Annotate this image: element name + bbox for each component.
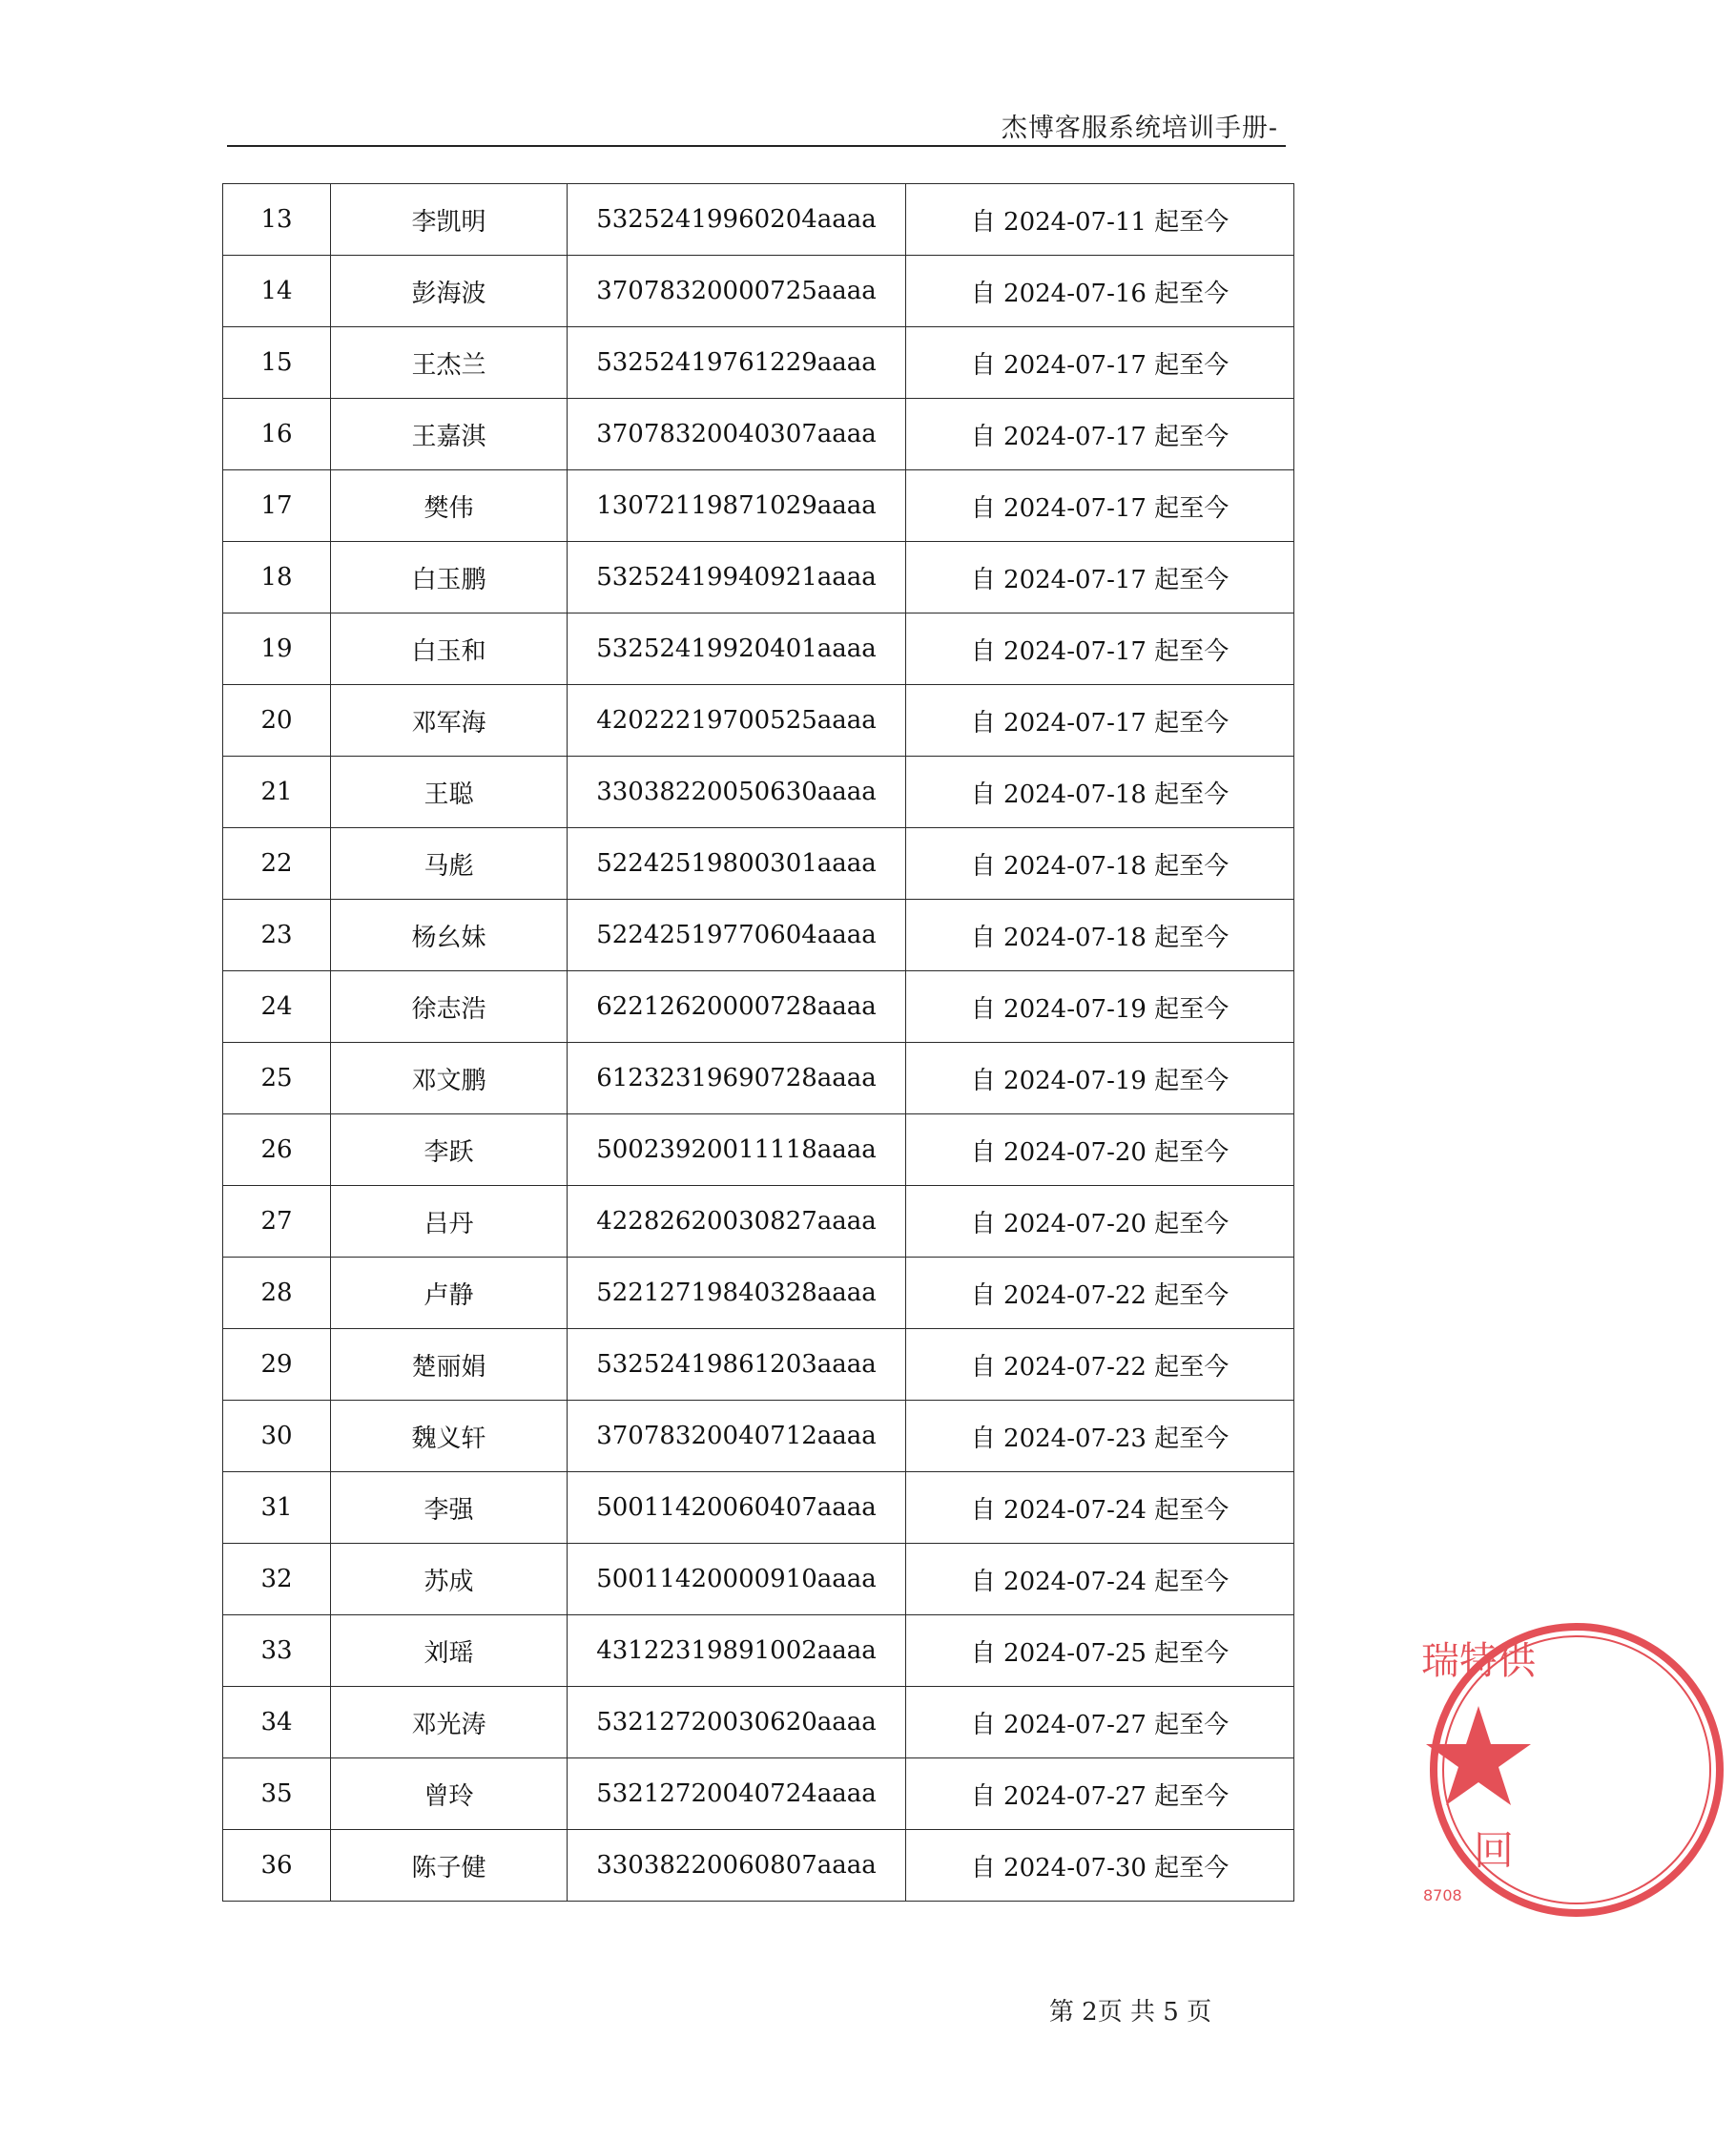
cell-name: 吕丹 [331, 1186, 568, 1258]
cell-start-date: 自 2024-07-19 起至今 [906, 1043, 1294, 1114]
cell-id-number: 53212720030620aaaa [568, 1687, 906, 1758]
cell-name: 杨幺妹 [331, 900, 568, 971]
cell-name: 邓光涛 [331, 1687, 568, 1758]
cell-id-number: 37078320000725aaaa [568, 256, 906, 327]
cell-id-number: 50011420060407aaaa [568, 1472, 906, 1544]
cell-start-date: 自 2024-07-30 起至今 [906, 1830, 1294, 1902]
cell-name: 楚丽娟 [331, 1329, 568, 1401]
seal-text-bottom: 回 [1474, 1827, 1515, 1874]
table-row [223, 757, 1294, 828]
cell-number: 36 [223, 1830, 331, 1902]
cell-name: 李强 [331, 1472, 568, 1544]
cell-number: 21 [223, 757, 331, 828]
table-row [223, 399, 1294, 470]
seal-code: 8708 [1423, 1886, 1462, 1904]
cell-id-number: 50011420000910aaaa [568, 1544, 906, 1615]
cell-start-date: 自 2024-07-17 起至今 [906, 470, 1294, 542]
cell-name: 曾玲 [331, 1758, 568, 1830]
table-row [223, 613, 1294, 685]
cell-start-date: 自 2024-07-24 起至今 [906, 1544, 1294, 1615]
cell-number: 26 [223, 1114, 331, 1186]
cell-start-date: 自 2024-07-20 起至今 [906, 1114, 1294, 1186]
seal-text-top: 瑞特供 [1421, 1639, 1536, 1683]
cell-name: 王杰兰 [331, 327, 568, 399]
cell-id-number: 53212720040724aaaa [568, 1758, 906, 1830]
cell-number: 29 [223, 1329, 331, 1401]
table-row [223, 685, 1294, 757]
table-row [223, 542, 1294, 613]
cell-id-number: 52212719840328aaaa [568, 1258, 906, 1329]
cell-start-date: 自 2024-07-18 起至今 [906, 900, 1294, 971]
header-divider [227, 145, 1286, 147]
header-title: 杰博客服系统培训手册- [1001, 114, 1278, 143]
cell-number: 25 [223, 1043, 331, 1114]
cell-start-date: 自 2024-07-11 起至今 [906, 184, 1294, 256]
cell-id-number: 53252419960204aaaa [568, 184, 906, 256]
cell-start-date: 自 2024-07-23 起至今 [906, 1401, 1294, 1472]
cell-number: 27 [223, 1186, 331, 1258]
table-row [223, 1544, 1294, 1615]
table-row [223, 1114, 1294, 1186]
cell-id-number: 53252419761229aaaa [568, 327, 906, 399]
cell-name: 徐志浩 [331, 971, 568, 1043]
cell-id-number: 52242519770604aaaa [568, 900, 906, 971]
cell-id-number: 53252419861203aaaa [568, 1329, 906, 1401]
cell-number: 28 [223, 1258, 331, 1329]
table-row [223, 1401, 1294, 1472]
cell-id-number: 42022219700525aaaa [568, 685, 906, 757]
cell-id-number: 61232319690728aaaa [568, 1043, 906, 1114]
cell-number: 35 [223, 1758, 331, 1830]
cell-name: 彭海波 [331, 256, 568, 327]
table-row [223, 900, 1294, 971]
cell-number: 24 [223, 971, 331, 1043]
table-row [223, 1258, 1294, 1329]
cell-start-date: 自 2024-07-22 起至今 [906, 1329, 1294, 1401]
table-row [223, 971, 1294, 1043]
cell-start-date: 自 2024-07-17 起至今 [906, 399, 1294, 470]
cell-name: 樊伟 [331, 470, 568, 542]
cell-number: 34 [223, 1687, 331, 1758]
cell-id-number: 37078320040307aaaa [568, 399, 906, 470]
table-row [223, 1830, 1294, 1902]
cell-name: 苏成 [331, 1544, 568, 1615]
cell-start-date: 自 2024-07-18 起至今 [906, 828, 1294, 900]
table-row [223, 1043, 1294, 1114]
table-row [223, 184, 1294, 256]
cell-id-number: 62212620000728aaaa [568, 971, 906, 1043]
cell-number: 23 [223, 900, 331, 971]
cell-name: 王嘉淇 [331, 399, 568, 470]
cell-start-date: 自 2024-07-17 起至今 [906, 685, 1294, 757]
cell-name: 邓军海 [331, 685, 568, 757]
cell-start-date: 自 2024-07-18 起至今 [906, 757, 1294, 828]
roster-table-body [223, 184, 1294, 1902]
table-row [223, 1186, 1294, 1258]
cell-id-number: 53252419940921aaaa [568, 542, 906, 613]
cell-name: 刘瑶 [331, 1615, 568, 1687]
cell-start-date: 自 2024-07-24 起至今 [906, 1472, 1294, 1544]
table-row [223, 1615, 1294, 1687]
cell-name: 白玉和 [331, 613, 568, 685]
cell-number: 32 [223, 1544, 331, 1615]
cell-number: 18 [223, 542, 331, 613]
cell-id-number: 52242519800301aaaa [568, 828, 906, 900]
cell-name: 李跃 [331, 1114, 568, 1186]
seal-graphic [1421, 1614, 1736, 1925]
cell-name: 王聪 [331, 757, 568, 828]
table-row [223, 1687, 1294, 1758]
table-row [223, 828, 1294, 900]
cell-start-date: 自 2024-07-27 起至今 [906, 1758, 1294, 1830]
cell-start-date: 自 2024-07-17 起至今 [906, 327, 1294, 399]
cell-name: 魏义轩 [331, 1401, 568, 1472]
cell-start-date: 自 2024-07-25 起至今 [906, 1615, 1294, 1687]
cell-id-number: 43122319891002aaaa [568, 1615, 906, 1687]
cell-name: 卢静 [331, 1258, 568, 1329]
cell-number: 22 [223, 828, 331, 900]
cell-number: 16 [223, 399, 331, 470]
page-number: 第 2页 共 5 页 [1048, 1998, 1212, 2027]
cell-start-date: 自 2024-07-19 起至今 [906, 971, 1294, 1043]
table-row [223, 470, 1294, 542]
cell-number: 30 [223, 1401, 331, 1472]
cell-number: 15 [223, 327, 331, 399]
cell-id-number: 42282620030827aaaa [568, 1186, 906, 1258]
table-row [223, 256, 1294, 327]
cell-id-number: 13072119871029aaaa [568, 470, 906, 542]
cell-id-number: 33038220060807aaaa [568, 1830, 906, 1902]
cell-name: 白玉鹏 [331, 542, 568, 613]
cell-start-date: 自 2024-07-17 起至今 [906, 542, 1294, 613]
cell-number: 33 [223, 1615, 331, 1687]
table-row [223, 1329, 1294, 1401]
cell-start-date: 自 2024-07-22 起至今 [906, 1258, 1294, 1329]
cell-start-date: 自 2024-07-16 起至今 [906, 256, 1294, 327]
cell-start-date: 自 2024-07-20 起至今 [906, 1186, 1294, 1258]
cell-start-date: 自 2024-07-27 起至今 [906, 1687, 1294, 1758]
red-seal-stamp [1421, 1614, 1536, 1925]
cell-number: 17 [223, 470, 331, 542]
cell-name: 李凯明 [331, 184, 568, 256]
cell-start-date: 自 2024-07-17 起至今 [906, 613, 1294, 685]
cell-id-number: 33038220050630aaaa [568, 757, 906, 828]
cell-number: 19 [223, 613, 331, 685]
table-row [223, 1758, 1294, 1830]
cell-number: 14 [223, 256, 331, 327]
cell-id-number: 37078320040712aaaa [568, 1401, 906, 1472]
cell-number: 20 [223, 685, 331, 757]
cell-number: 13 [223, 184, 331, 256]
roster-table [222, 183, 1294, 1902]
cell-name: 陈子健 [331, 1830, 568, 1902]
cell-id-number: 50023920011118aaaa [568, 1114, 906, 1186]
table-row [223, 327, 1294, 399]
cell-name: 马彪 [331, 828, 568, 900]
cell-name: 邓文鹏 [331, 1043, 568, 1114]
cell-id-number: 53252419920401aaaa [568, 613, 906, 685]
table-row [223, 1472, 1294, 1544]
cell-number: 31 [223, 1472, 331, 1544]
